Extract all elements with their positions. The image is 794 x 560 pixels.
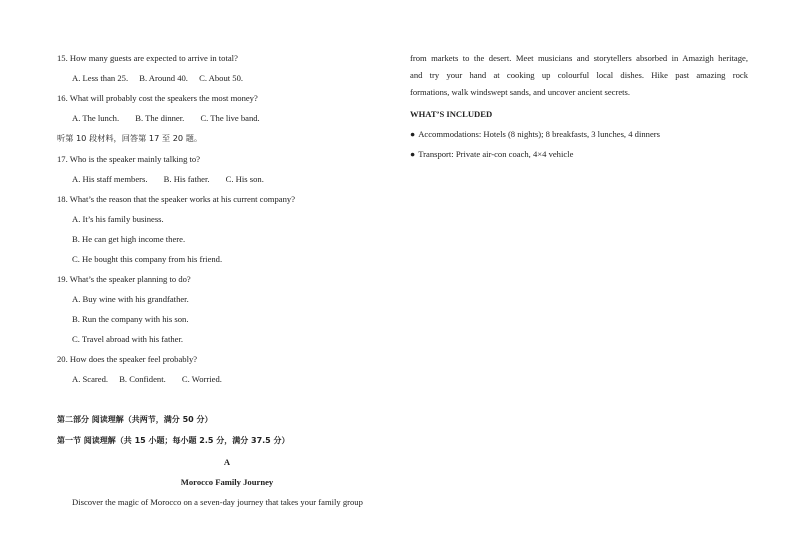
option-17-c: C. His son.: [225, 174, 264, 184]
option-19-a: A. Buy wine with his grandfather.: [72, 294, 189, 304]
option-15-a: A. Less than 25.: [72, 73, 129, 83]
option-17-b: B. His father.: [163, 174, 210, 184]
option-20-c: C. Worried.: [181, 374, 222, 384]
option-18-b: B. He can get high income there.: [72, 234, 186, 244]
passage-line-1: from markets to the desert. Meet musicians and storytellers absorbed in Amazigh heritage,: [410, 53, 748, 63]
question-15-options: [72, 73, 243, 84]
option-19-b: B. Run the company with his son.: [72, 314, 189, 324]
option-20-a: A. Scared.: [72, 374, 109, 384]
option-15-c: C. About 50.: [199, 73, 244, 83]
bullet-icon: ●: [410, 129, 416, 139]
bullet-icon: ●: [410, 149, 416, 159]
passage-line-3: formations, walk windswept sands, and uncover ancient secrets.: [410, 87, 631, 97]
option-16-b: B. The dinner.: [135, 113, 185, 123]
passage-title: Morocco Family Journey: [180, 477, 274, 487]
part-2-heading: 第二部分 阅读理解（共两节，满分 50 分）: [57, 415, 213, 424]
question-15: 15. How many guests are expected to arrive in total?: [57, 53, 238, 63]
option-17-a: A. His staff members.: [72, 174, 148, 184]
included-item-text: Accommodations: Hotels (8 nights); 8 breakfasts, 3 lunches, 4 dinners: [418, 129, 660, 139]
option-16-c: C. The live band.: [200, 113, 260, 123]
option-20-b: B. Confident.: [119, 374, 166, 384]
whats-included-heading: WHAT’S INCLUDED: [410, 109, 493, 119]
material-10-instruction: 听第 10 段材料，回答第 17 至 20 题。: [57, 133, 203, 143]
included-item-text: Transport: Private air-con coach, 4×4 vehicle: [418, 149, 574, 159]
option-15-b: B. Around 40.: [139, 73, 188, 83]
question-17: 17. Who is the speaker mainly talking to?: [57, 154, 201, 164]
question-16: 16. What will probably cost the speakers the most money?: [57, 93, 258, 103]
question-17-options: [72, 174, 264, 185]
passage-line-2: and try your hand at cooking up colourful local dishes. Hike past amazing rock: [410, 70, 748, 80]
option-18-a: A. It’s his family business.: [72, 214, 164, 224]
included-item-accommodations: [410, 129, 660, 140]
question-16-options: [72, 113, 260, 124]
option-16-a: A. The lunch.: [72, 113, 120, 123]
option-18-c: C. He bought this company from his friend.: [72, 254, 223, 264]
section-1-heading: 第一节 阅读理解（共 15 小题；每小题 2.5 分，满分 37.5 分）: [57, 436, 290, 445]
passage-letter: A: [223, 457, 231, 467]
question-20: 20. How does the speaker feel probably?: [57, 354, 198, 364]
question-18: 18. What’s the reason that the speaker works at his current company?: [57, 194, 296, 204]
question-20-options: [72, 374, 222, 385]
question-19: 19. What’s the speaker planning to do?: [57, 274, 191, 284]
included-item-transport: [410, 149, 573, 160]
option-19-c: C. Travel abroad with his father.: [72, 334, 183, 344]
passage-first-line: Discover the magic of Morocco on a seven-day journey that takes your family group: [72, 497, 363, 507]
